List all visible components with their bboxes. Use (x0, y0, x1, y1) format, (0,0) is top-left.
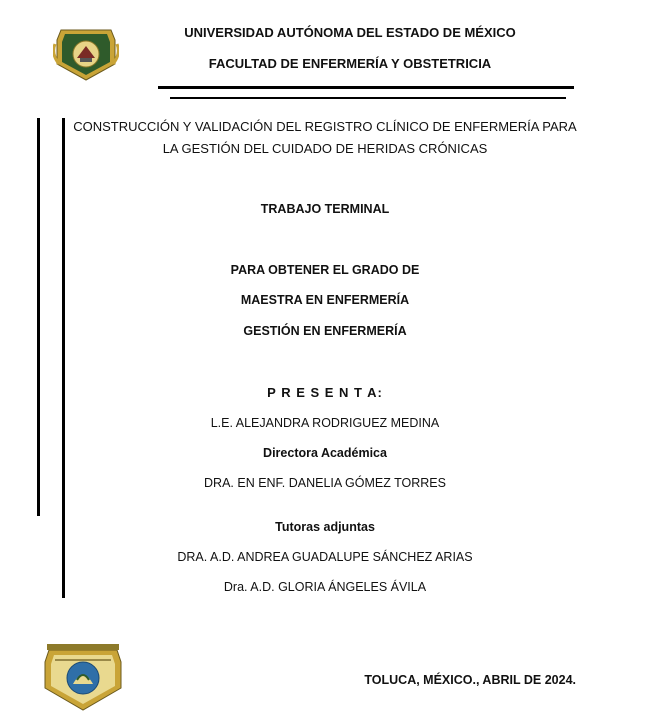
director-label: Directora Académica (263, 446, 387, 460)
director-name: DRA. EN ENF. DANELIA GÓMEZ TORRES (204, 476, 446, 490)
presenta-label: P R E S E N T A: (267, 385, 383, 400)
university-name: UNIVERSIDAD AUTÓNOMA DEL ESTADO DE MÉXICO (184, 25, 516, 40)
degree-line-3: GESTIÓN EN ENFERMERÍA (243, 324, 407, 338)
tutor-name: Dra. A.D. GLORIA ÁNGELES ÁVILA (223, 580, 427, 594)
university-seal-icon (43, 640, 123, 712)
degree-line-1: PARA OBTENER EL GRADO DE (230, 263, 420, 277)
header-rule-thin (170, 97, 566, 99)
place-and-date: TOLUCA, MÉXICO., ABRIL DE 2024. (364, 673, 576, 687)
tutors-label: Tutoras adjuntas (275, 520, 375, 534)
faculty-seal-icon (53, 24, 119, 82)
author-name: L.E. ALEJANDRA RODRIGUEZ MEDINA (210, 416, 440, 430)
left-vertical-bar (37, 118, 40, 516)
degree-line-2: MAESTRA EN ENFERMERÍA (240, 293, 410, 307)
left-vertical-bar-inner (62, 118, 65, 598)
header-rule-thick (158, 86, 574, 89)
faculty-name: FACULTAD DE ENFERMERÍA Y OBSTETRICIA (208, 56, 492, 71)
thesis-title-line-2: LA GESTIÓN DEL CUIDADO DE HERIDAS CRÓNICAS (162, 141, 488, 156)
thesis-title-line-1: CONSTRUCCIÓN Y VALIDACIÓN DEL REGISTRO CLÍNICO DE ENFERMERÍA PARA (73, 119, 577, 134)
tutor-name: DRA. A.D. ANDREA GUADALUPE SÁNCHEZ ARIAS (177, 550, 473, 564)
work-type: TRABAJO TERMINAL (260, 202, 390, 216)
